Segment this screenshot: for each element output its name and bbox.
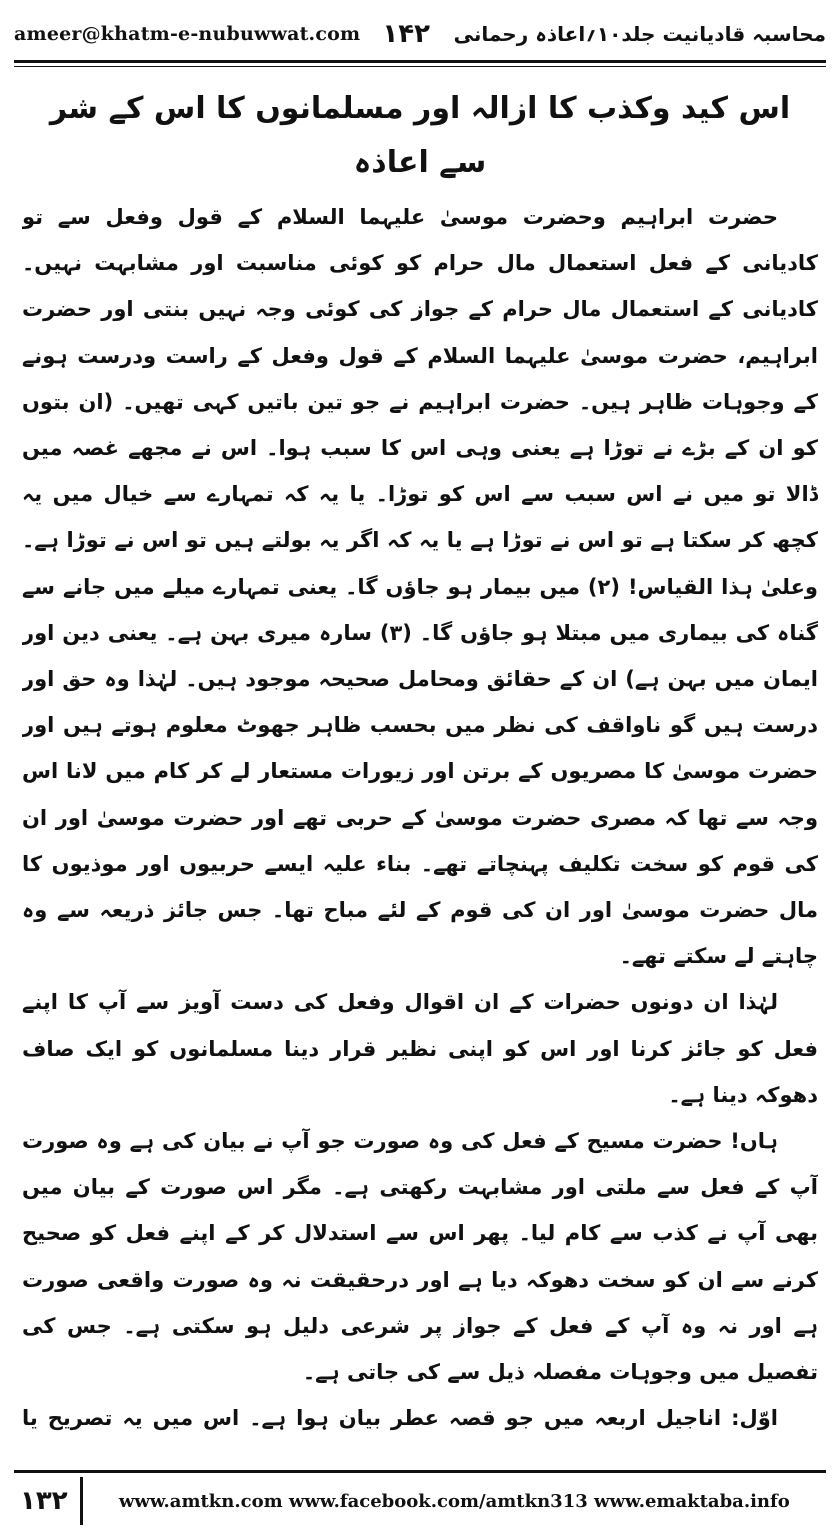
- header-email[interactable]: ameer@khatm-e-nubuwwat.com: [14, 23, 361, 45]
- paragraph-3: ہاں! حضرت مسیح کے فعل کی وہ صورت جو آپ نے بیان کی ہے وہ صورت آپ کے فعل سے ملتی اور مشابہت رکھتی ہے۔ مگر اس صورت کے بیان میں بھی آپ نے کذب سے کام لیا۔ پھر اس سے استدلال کر کے اپنے فعل کو صحیح کرنے سے ان کو سخت دھوکہ دیا ہے اور درحقیقت نہ وہ صورت واقعی صورت ہے اور نہ وہ آپ کے فعل کے جواز پر شرعی دلیل ہو سکتی ہے۔ جس کی تفصیل میں وجوہات مفصلہ ذیل سے کی جاتی ہے۔: [22, 1129, 818, 1385]
- footer-page-number: ۱۳۲: [14, 1477, 83, 1525]
- footer-websites[interactable]: www.amtkn.com www.facebook.com/amtkn313 www.emaktaba.info: [118, 1490, 790, 1512]
- header-book-title: محاسبہ قادیانیت جلد۱۰؍اعاذہ رحمانی: [453, 22, 826, 46]
- paragraph-2: لہٰذا ان دونوں حضرات کے ان اقوال وفعل کی دست آویز سے آپ کا اپنے فعل کو جائز کرنا اور اس کو اپنی نظیر قرار دینا مسلمانوں کو ایک صاف دھوکہ دینا ہے۔: [22, 990, 818, 1107]
- header-rule-thin: [14, 66, 826, 67]
- header-left-group: [14, 19, 430, 49]
- paragraph-4: اوّل: اناجیل اربعہ میں جو قصہ عطر بیان ہوا ہے۔ اس میں یہ تصریح یا: [22, 1406, 778, 1431]
- page-header: [14, 12, 826, 56]
- page-footer: [14, 1470, 826, 1529]
- section-heading: اس کید وکذب کا ازالہ اور مسلمانوں کا اس کے شر سے اعاذہ: [49, 91, 791, 180]
- paragraph-1: حضرت ابراہیم وحضرت موسیٰ علیہما السلام کے قول وفعل سے تو کادیانی کے فعل استعمال مال حرام کو کوئی مناسبت اور مشابہت نہیں۔ کادیانی کے استعمال مال حرام کے جواز کی کوئی وجہ نہیں بنتی اور حضرت ابراہیم، حضرت موسیٰ علیہما السلام کے قول وفعل کے راست ودرست ہونے کے وجوہات ظاہر ہیں۔ حضرت ابراہیم نے جو تین باتیں کہی تھیں۔ (ان بتوں کو ان کے بڑے نے توڑا ہے یعنی وہی اس کا سبب ہوا۔ اس نے مجھے غصہ میں ڈالا تو میں نے اس سبب سے اس کو توڑا۔ یا یہ کہ تمہارے سے خیال میں یہ کچھ کر سکتا ہے تو اس نے توڑا ہے یا یہ کہ اگر یہ بولتے ہیں تو اس نے توڑا ہے۔ وعلیٰ ہذا القیاس! (۲) میں بیمار ہو جاؤں گا۔ یعنی تمہارے میلے میں جانے سے گناہ کی بیماری میں مبتلا ہو جاؤں گا۔ (۳) سارہ میری بہن ہے۔ یعنی دین اور ایمان میں بہن ہے) ان کے حقائق ومحامل صحیحہ موجود ہیں۔ لہٰذا وہ حق اور درست ہیں گو ناواقف کی نظر میں بحسب ظاہر جھوٹ معلوم ہوتے ہیں اور حضرت موسیٰ کا مصریوں کے برتن اور زیورات مستعار لے کر کام میں لانا اس وجہ سے تھا کہ مصری حضرت موسیٰ کے حربی تھے اور حضرت موسیٰ اور ان کی قوم کو سخت تکلیف پہنچاتے تھے۔ بناء علیہ ایسے حربیوں اور موذیوں کا مال حضرت موسیٰ اور ان کی قوم کے لئے مباح تھا۔ جس جائز ذریعہ سے وہ چاہتے لے سکتے تھے۔: [22, 205, 818, 969]
- header-rule-thick: [14, 60, 826, 63]
- page-body: [22, 82, 818, 1452]
- header-page-number: ۱۴۲: [382, 19, 430, 49]
